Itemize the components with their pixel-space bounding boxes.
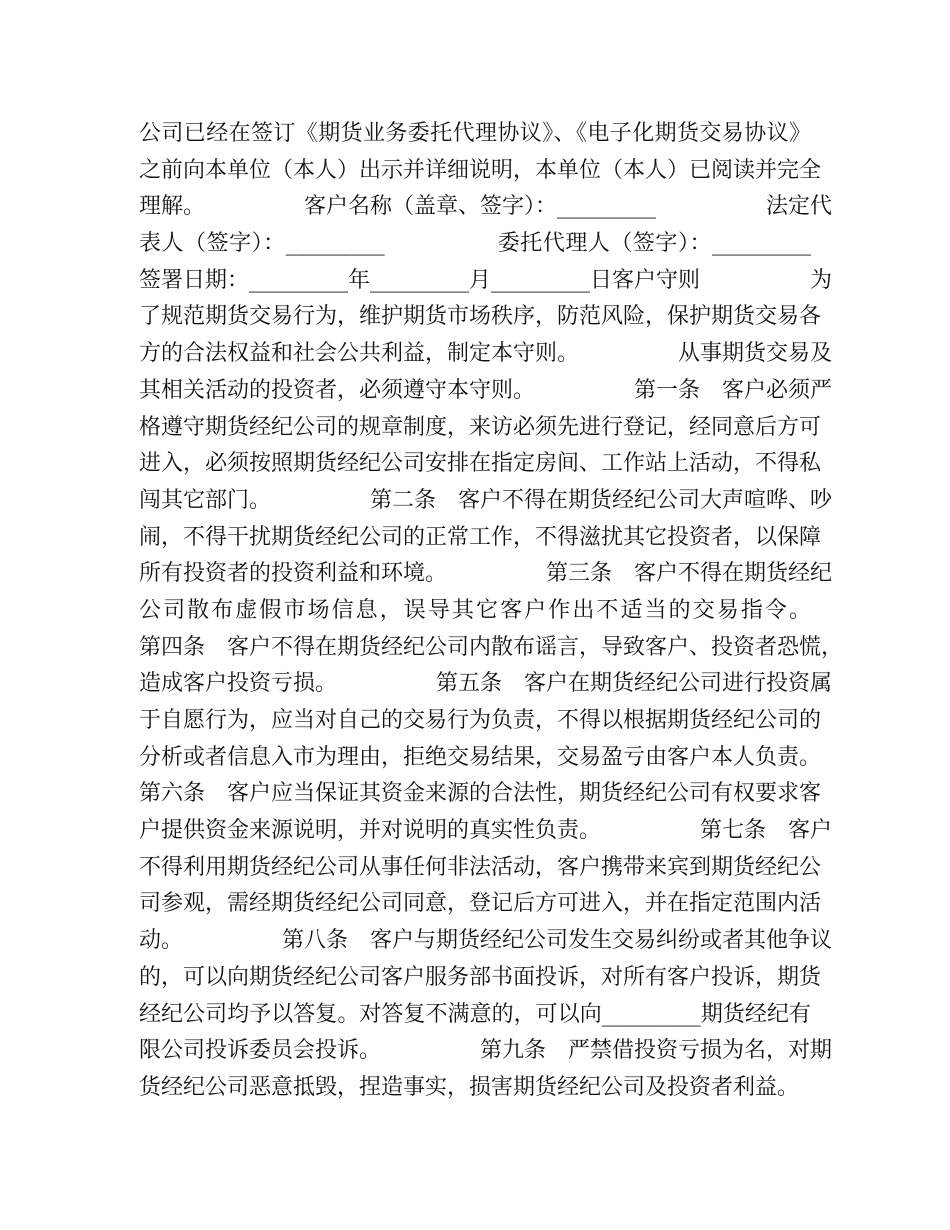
text-line: 所有投资者的投资利益和环境。 第三条 客户不得在期货经纪 — [139, 561, 833, 587]
text-line: 不得利用期货经纪公司从事任何非法活动，客户携带来宾到期货经纪公 — [139, 854, 822, 880]
text-line: 其相关活动的投资者，必须遵守本守则。 第一条 客户必须严 — [139, 377, 833, 403]
text-line: 了规范期货交易行为，维护期货市场秩序，防范风险，保护期货交易各 — [139, 304, 822, 330]
text-line: 的，可以向期货经纪公司客户服务部书面投诉，对所有客户投诉，期货 — [139, 964, 822, 990]
text-line: 格遵守期货经纪公司的规章制度，来访必须先进行登记，经同意后方可 — [139, 414, 822, 440]
text-line: 货经纪公司恶意抵毁，捏造事实，损害期货经纪公司及投资者利益。 — [139, 1074, 800, 1100]
text-line: 户提供资金来源说明，并对说明的真实性负责。 第七条 客户 — [139, 818, 833, 844]
text-line: 经纪公司均予以答复。对答复不满意的，可以向_________期货经纪有 — [139, 1001, 811, 1027]
text-line: 造成客户投资亏损。 第五条 客户在期货经纪公司进行投资属 — [139, 671, 833, 697]
text-line: 动。 第八条 客户与期货经纪公司发生交易纠纷或者其他争议 — [139, 928, 833, 954]
text-line: 方的合法权益和社会公共利益，制定本守则。 从事期货交易及 — [139, 341, 833, 367]
text-line: 公司已经在签订《期货业务委托代理协议》、《电子化期货交易协议》 — [139, 121, 811, 146]
text-line: 分析或者信息入市为理由，拒绝交易结果，交易盈亏由客户本人负责。 — [139, 744, 822, 770]
body-text — [139, 116, 844, 1107]
text-line: 闯其它部门。 第二条 客户不得在期货经纪公司大声喧哗、吵 — [139, 487, 833, 513]
text-line: 进入，必须按照期货经纪公司安排在指定房间、工作站上活动，不得私 — [139, 451, 822, 477]
text-line: 于自愿行为，应当对自己的交易行为负责，不得以根据期货经纪公司的 — [139, 708, 822, 733]
text-line: 闹，不得干扰期货经纪公司的正常工作，不得滋扰其它投资者，以保障 — [139, 524, 822, 550]
text-line: 限公司投诉委员会投诉。 第九条 严禁借投资亏损为名，对期 — [139, 1038, 833, 1064]
text-line: 公司散布虚假市场信息，误导其它客户作出不适当的交易指令。 — [139, 597, 811, 623]
text-line: 之前向本单位（本人）出示并详细说明，本单位（本人）已阅读并完全 — [139, 157, 822, 183]
text-line: 第四条 客户不得在期货经纪公司内散布谣言，导致客户、投资者恐慌， — [139, 634, 844, 660]
text-line: 司参观，需经期货经纪公司同意，登记后方可进入，并在指定范围内活 — [139, 891, 822, 917]
text-line: 签署日期：_________年_________月_________日客户守则 为 — [139, 267, 833, 293]
text-line: 表人（签字）：_________ 委托代理人（签字）：_________ — [139, 231, 811, 257]
text-line: 理解。 客户名称（盖章、签字）：_________ 法定代 — [139, 194, 833, 220]
text-line: 第六条 客户应当保证其资金来源的合法性，期货经纪公司有权要求客 — [139, 781, 822, 807]
